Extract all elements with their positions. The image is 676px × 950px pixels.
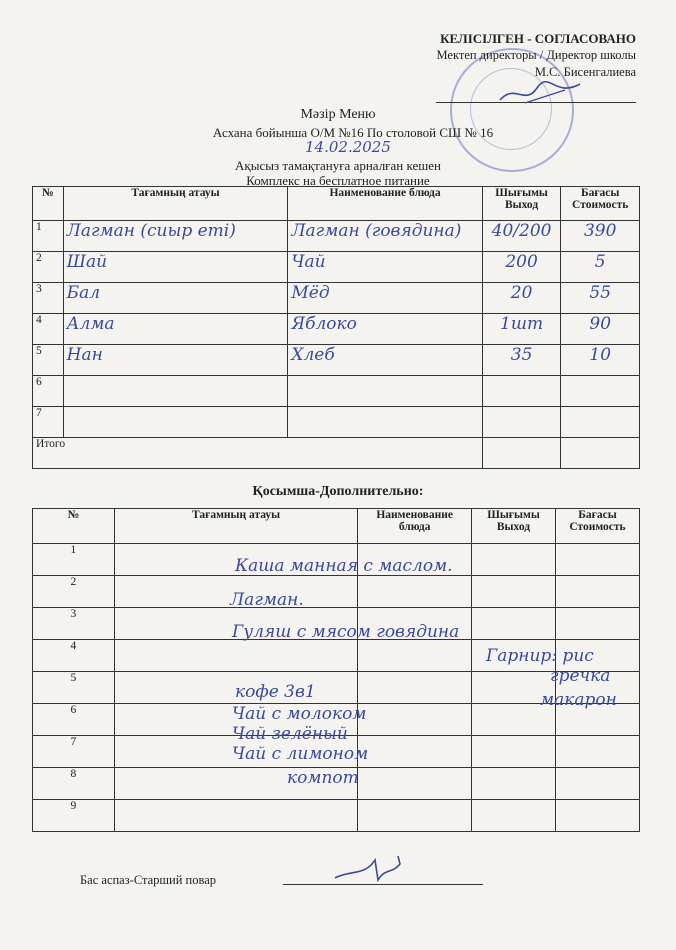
table-row xyxy=(33,283,640,314)
cell xyxy=(472,768,556,800)
cell xyxy=(358,672,472,704)
complex-kz: Ақысыз тамақтануға арналған кешен xyxy=(235,158,441,173)
col-header-cost: Бағасы Стоимость xyxy=(555,509,639,544)
cell xyxy=(114,640,357,672)
handwritten-line: Чай зелёный xyxy=(232,724,348,744)
handwritten-line: Гуляш с мясом говядина xyxy=(232,622,460,642)
row-number: 3 xyxy=(33,283,64,314)
director-signature xyxy=(495,78,585,108)
table-header-row xyxy=(33,509,640,544)
handwritten-line: кофе 3в1 xyxy=(235,682,316,702)
dish-kz: Лагман (сиыр еті) xyxy=(63,221,288,252)
handwritten-line: Лагман. xyxy=(230,590,304,610)
dish-ru: Мёд xyxy=(288,283,482,314)
col-header-cost: Бағасы Стоимость xyxy=(561,187,640,221)
cell xyxy=(555,800,639,832)
row-number: 6 xyxy=(33,376,64,407)
handwritten-line: компот xyxy=(287,768,359,788)
handwritten-line: Чай с молоком xyxy=(232,704,367,724)
row-number: 7 xyxy=(33,736,115,768)
table-row xyxy=(33,314,640,345)
dish-output: 20 xyxy=(482,283,561,314)
dish-cost xyxy=(561,407,640,438)
cell xyxy=(472,544,556,576)
dish-cost: 390 xyxy=(561,221,640,252)
main-menu-table xyxy=(32,186,640,469)
dish-output xyxy=(482,407,561,438)
cell xyxy=(358,800,472,832)
cell xyxy=(358,576,472,608)
dish-output: 200 xyxy=(482,252,561,283)
table-row xyxy=(33,221,640,252)
cell xyxy=(358,704,472,736)
dish-ru xyxy=(288,376,482,407)
cell xyxy=(472,608,556,640)
cell xyxy=(358,768,472,800)
cell xyxy=(472,800,556,832)
approval-position: Мектеп директоры / Директор школы xyxy=(436,48,636,62)
dish-cost: 55 xyxy=(561,283,640,314)
col-header-kz: Тағамның атауы xyxy=(63,187,288,221)
row-number: 8 xyxy=(33,768,115,800)
total-output xyxy=(482,438,561,469)
row-number: 5 xyxy=(33,345,64,376)
table-header-row xyxy=(33,187,640,221)
chef-signature-line xyxy=(283,884,483,885)
handwritten-line: гречка xyxy=(550,666,611,686)
row-number: 4 xyxy=(33,640,115,672)
chef-signature xyxy=(330,850,420,884)
row-number: 1 xyxy=(33,221,64,252)
dish-kz xyxy=(63,376,288,407)
dish-output xyxy=(482,376,561,407)
dish-ru: Хлеб xyxy=(288,345,482,376)
dish-kz: Алма xyxy=(63,314,288,345)
dish-output: 1шт xyxy=(482,314,561,345)
row-number: 4 xyxy=(33,314,64,345)
col-header-output: Шығымы Выход xyxy=(482,187,561,221)
table-row xyxy=(33,407,640,438)
cell xyxy=(555,576,639,608)
dish-kz: Нан xyxy=(63,345,288,376)
table-row xyxy=(33,576,640,608)
row-number: 7 xyxy=(33,407,64,438)
col-header-number: № xyxy=(33,187,64,221)
cell xyxy=(555,768,639,800)
dish-kz xyxy=(63,407,288,438)
row-number: 3 xyxy=(33,608,115,640)
table-row xyxy=(33,252,640,283)
dish-cost: 10 xyxy=(561,345,640,376)
row-number: 5 xyxy=(33,672,115,704)
dish-ru xyxy=(288,407,482,438)
col-header-ru: Наименование блюда xyxy=(288,187,482,221)
dish-ru: Чай xyxy=(288,252,482,283)
total-row xyxy=(33,438,640,469)
cell xyxy=(114,800,357,832)
cell xyxy=(472,576,556,608)
cell xyxy=(472,736,556,768)
total-empty xyxy=(288,438,482,469)
total-cost xyxy=(561,438,640,469)
dish-ru: Яблоко xyxy=(288,314,482,345)
approval-name: М.С. Бисенгалиева xyxy=(534,65,636,79)
cell xyxy=(555,608,639,640)
table-row xyxy=(33,376,640,407)
menu-title: Мәзір Меню xyxy=(300,107,376,122)
approval-block xyxy=(436,30,636,81)
dish-cost: 5 xyxy=(561,252,640,283)
handwritten-line: Чай с лимоном xyxy=(232,744,369,764)
row-number: 2 xyxy=(33,576,115,608)
approval-heading: КЕЛІСІЛГЕН - СОГЛАСОВАНО xyxy=(440,31,636,46)
chef-label: Бас аспаз-Старший повар xyxy=(80,873,217,887)
cell xyxy=(555,736,639,768)
row-number: 6 xyxy=(33,704,115,736)
col-header-output: Шығымы Выход xyxy=(472,509,556,544)
canteen-line: Асхана бойынша О/М №16 По столовой СШ № 16 xyxy=(212,125,494,140)
dish-output: 35 xyxy=(482,345,561,376)
dish-ru: Лагман (говядина) xyxy=(288,221,482,252)
col-header-ru: Наименование блюда xyxy=(358,509,472,544)
dish-output: 40/200 xyxy=(482,221,561,252)
menu-date: 14.02.2025 xyxy=(305,138,391,156)
col-header-kz: Тағамның атауы xyxy=(114,509,357,544)
dish-kz: Бал xyxy=(63,283,288,314)
cell xyxy=(555,544,639,576)
complex-ru: Комплекс на бесплатное питание xyxy=(246,173,430,188)
total-label: Итого xyxy=(33,438,288,469)
col-header-number: № xyxy=(33,509,115,544)
cell xyxy=(358,640,472,672)
dish-kz: Шай xyxy=(63,252,288,283)
row-number: 2 xyxy=(33,252,64,283)
handwritten-line: Каша манная с маслом. xyxy=(235,556,453,576)
dish-cost: 90 xyxy=(561,314,640,345)
row-number: 9 xyxy=(33,800,115,832)
handwritten-line: макарон xyxy=(540,690,617,710)
dish-cost xyxy=(561,376,640,407)
cell xyxy=(358,736,472,768)
row-number: 1 xyxy=(33,544,115,576)
additional-section-title: Қосымша-Дополнительно: xyxy=(252,484,424,499)
table-row xyxy=(33,345,640,376)
handwritten-line: Гарнир: рис xyxy=(486,646,594,666)
table-row xyxy=(33,800,640,832)
